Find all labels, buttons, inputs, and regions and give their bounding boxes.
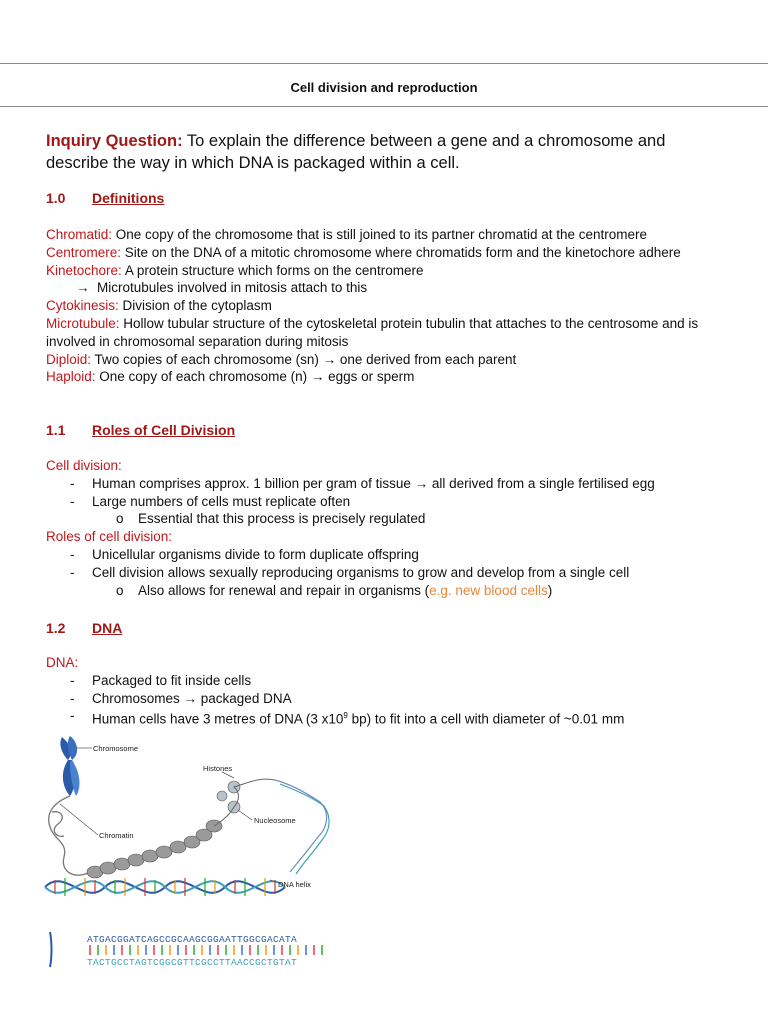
label-dna-helix: DNA helix [278, 880, 311, 889]
list-item: - Packaged to fit inside cells [46, 672, 726, 690]
definition-item: Cytokinesis: Division of the cytoplasm [46, 298, 272, 314]
definition-subpoint: → Microtubules involved in mitosis attach to this [76, 280, 368, 296]
roles-list [46, 457, 726, 599]
heading-text: Definitions [92, 190, 165, 206]
definition-item: Haploid: One copy of each chromosome (n) → eggs or sperm [46, 369, 415, 385]
definition-item: Kinetochore: A protein structure which forms on the centromere [46, 262, 424, 278]
chromosome-icon [60, 736, 79, 796]
list-item: - Cell division allows sexually reproducing organisms to grow and develop from a single cell [46, 564, 726, 582]
label-nucleosome: Nucleosome [254, 816, 296, 825]
arrow-icon: → [76, 280, 98, 296]
label-chromatin: Chromatin [99, 831, 134, 840]
list-label: Cell division: [46, 458, 122, 473]
dna-strand-icon [275, 780, 329, 874]
solenoid-fiber-icon [87, 820, 222, 878]
sequence-bottom: TACTGCCTAGTCGGCGTTCGCCTTAACCGCTGTAT [87, 957, 298, 968]
label-chromosome: Chromosome [93, 744, 139, 753]
page-title: Cell division and reproduction [290, 80, 478, 95]
base-pair-sequence [50, 932, 322, 968]
sequence-top: ATGACGGATCAGCCGCAAGCGGAATTGGCGACATA [87, 934, 298, 945]
heading-roles: 1.1 Roles of Cell Division [46, 422, 236, 438]
top-rule [0, 63, 768, 64]
label-histones: Histones [203, 764, 233, 773]
list-item: - Large numbers of cells must replicate often [46, 493, 726, 511]
list-item: - Unicellular organisms divide to form duplicate offspring [46, 546, 726, 564]
heading-definitions [46, 190, 164, 206]
definition-item: Microtubule: Hollow tubular structure of the cytoskeletal protein tubulin that attaches to the centrosome and is involved in chromosomal separation during mitosis [46, 315, 699, 349]
dna-list [46, 654, 726, 729]
definition-item: Centromere: Site on the DNA of a mitotic chromosome where chromatids form and the kinetochore adhere [46, 244, 681, 260]
inquiry-question [46, 130, 726, 174]
list-item: - Chromosomes → packaged DNA [46, 690, 726, 708]
inquiry-label: Inquiry Question: [46, 132, 183, 150]
title-rule [0, 106, 768, 107]
definition-item: Diploid: Two copies of each chromosome (sn) → one derived from each parent [46, 351, 517, 367]
definitions-list [46, 226, 726, 386]
heading-number: 1.0 [46, 190, 66, 206]
list-item: - Human comprises approx. 1 billion per gram of tissue → all derived from a single fertilised egg [46, 475, 726, 493]
dna-helix-icon [45, 878, 285, 896]
list-label: Roles of cell division: [46, 529, 173, 545]
list-label: DNA: [46, 655, 79, 670]
heading-dna: 1.2 DNA [46, 620, 123, 636]
dna-packaging-figure [40, 732, 340, 977]
sub-list-item: o Also allows for renewal and repair in organisms (e.g. new blood cells) [46, 582, 726, 600]
definition-item: Chromatid: One copy of the chromosome that is still joined to its partner chromatid at the centromere [46, 227, 648, 242]
sub-list-item: o Essential that this process is precisely regulated [46, 510, 726, 528]
chromatin-icon [49, 796, 90, 875]
inquiry-text: To explain the difference between a gene and a chromosome and describe the way in which DNA is packaged within a cell. [46, 132, 666, 172]
list-item: - Human cells have 3 metres of DNA (3 $x10^9$ bp) to fit into a cell with diameter of ~0.01 mm [46, 707, 726, 728]
